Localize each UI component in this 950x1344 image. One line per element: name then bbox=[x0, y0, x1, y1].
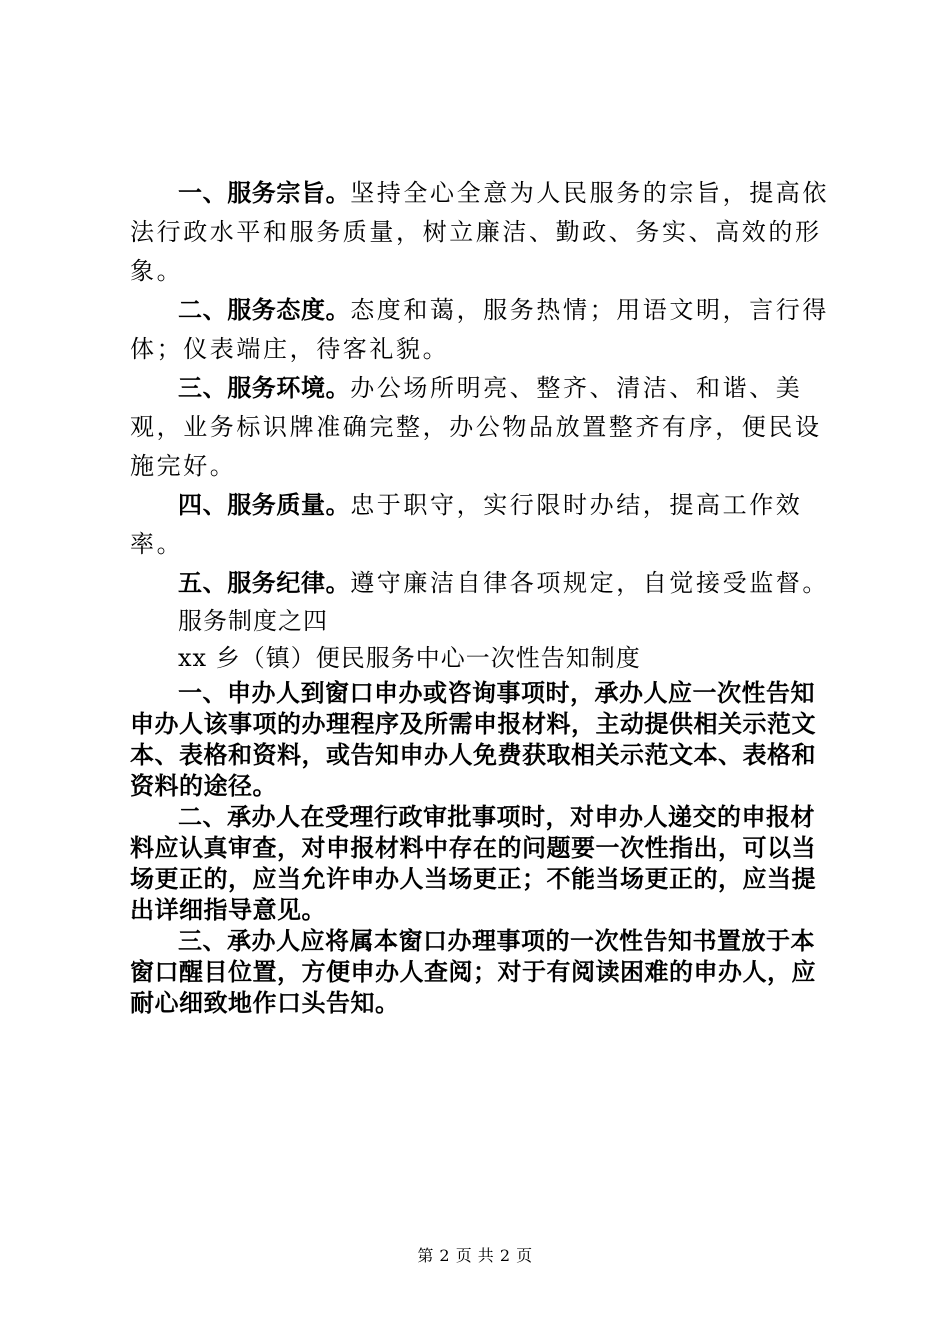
subtitle-service-rule-four: 服务制度之四 bbox=[178, 607, 328, 635]
paragraph-service-attitude bbox=[130, 291, 830, 369]
page-number-footer: 第 2 页 共 2 页 bbox=[417, 1246, 533, 1265]
text-service-purpose: 坚持全心全意为人民服务的宗旨，提高依法行政水平和服务质量，树立廉洁、勤政、务实、高效的形象。 bbox=[130, 179, 830, 285]
subtitle-block bbox=[130, 603, 830, 677]
text-service-quality: 忠于职守，实行限时办结，提高工作效率。 bbox=[130, 491, 803, 558]
notification-rules-section bbox=[130, 678, 830, 1019]
document-body bbox=[130, 174, 830, 1019]
text-service-environment: 办公场所明亮、整齐、清洁、和谐、美观，业务标识牌准确完整，办公物品放置整齐有序，便民设施完好。 bbox=[130, 374, 822, 480]
heading-service-purpose: 一、服务宗旨。 bbox=[178, 179, 351, 207]
paragraph-service-discipline bbox=[130, 564, 830, 603]
service-principles-section bbox=[130, 174, 830, 603]
heading-service-attitude: 二、服务态度。 bbox=[178, 296, 351, 324]
paragraph-service-quality bbox=[130, 486, 830, 564]
paragraph-service-environment bbox=[130, 369, 830, 486]
paragraph-service-purpose bbox=[130, 174, 830, 291]
heading-service-environment: 三、服务环境。 bbox=[178, 374, 351, 402]
heading-service-quality: 四、服务质量。 bbox=[178, 491, 351, 519]
text-service-discipline: 遵守廉洁自律各项规定，自觉接受监督。 bbox=[350, 569, 830, 597]
rule-paragraph-1: 一、申办人到窗口申办或咨询事项时，承办人应一次性告知申办人该事项的办理程序及所需申报材料，主动提供相关示范文本、表格和资料，或告知申办人免费获取相关示范文本、表格和资料的途径。 bbox=[130, 679, 816, 800]
heading-service-discipline: 五、服务纪律。 bbox=[178, 569, 351, 597]
rule-paragraph-2: 二、承办人在受理行政审批事项时，对申办人递交的申报材料应认真审查，对申报材料中存在的问题要一次性指出，可以当场更正的，应当允许申办人当场更正；不能当场更正的，应当提出详细指导意见。 bbox=[130, 803, 816, 924]
rule-paragraph-3: 三、承办人应将属本窗口办理事项的一次性告知书置放于本窗口醒目位置，方便申办人查阅；对于有阅读困难的申办人，应耐心细致地作口头告知。 bbox=[130, 927, 816, 1017]
subtitle-notification-system: xx 乡（镇）便民服务中心一次性告知制度 bbox=[178, 644, 641, 672]
text-service-attitude: 态度和蔼，服务热情；用语文明，言行得体；仪表端庄，待客礼貌。 bbox=[130, 296, 830, 363]
